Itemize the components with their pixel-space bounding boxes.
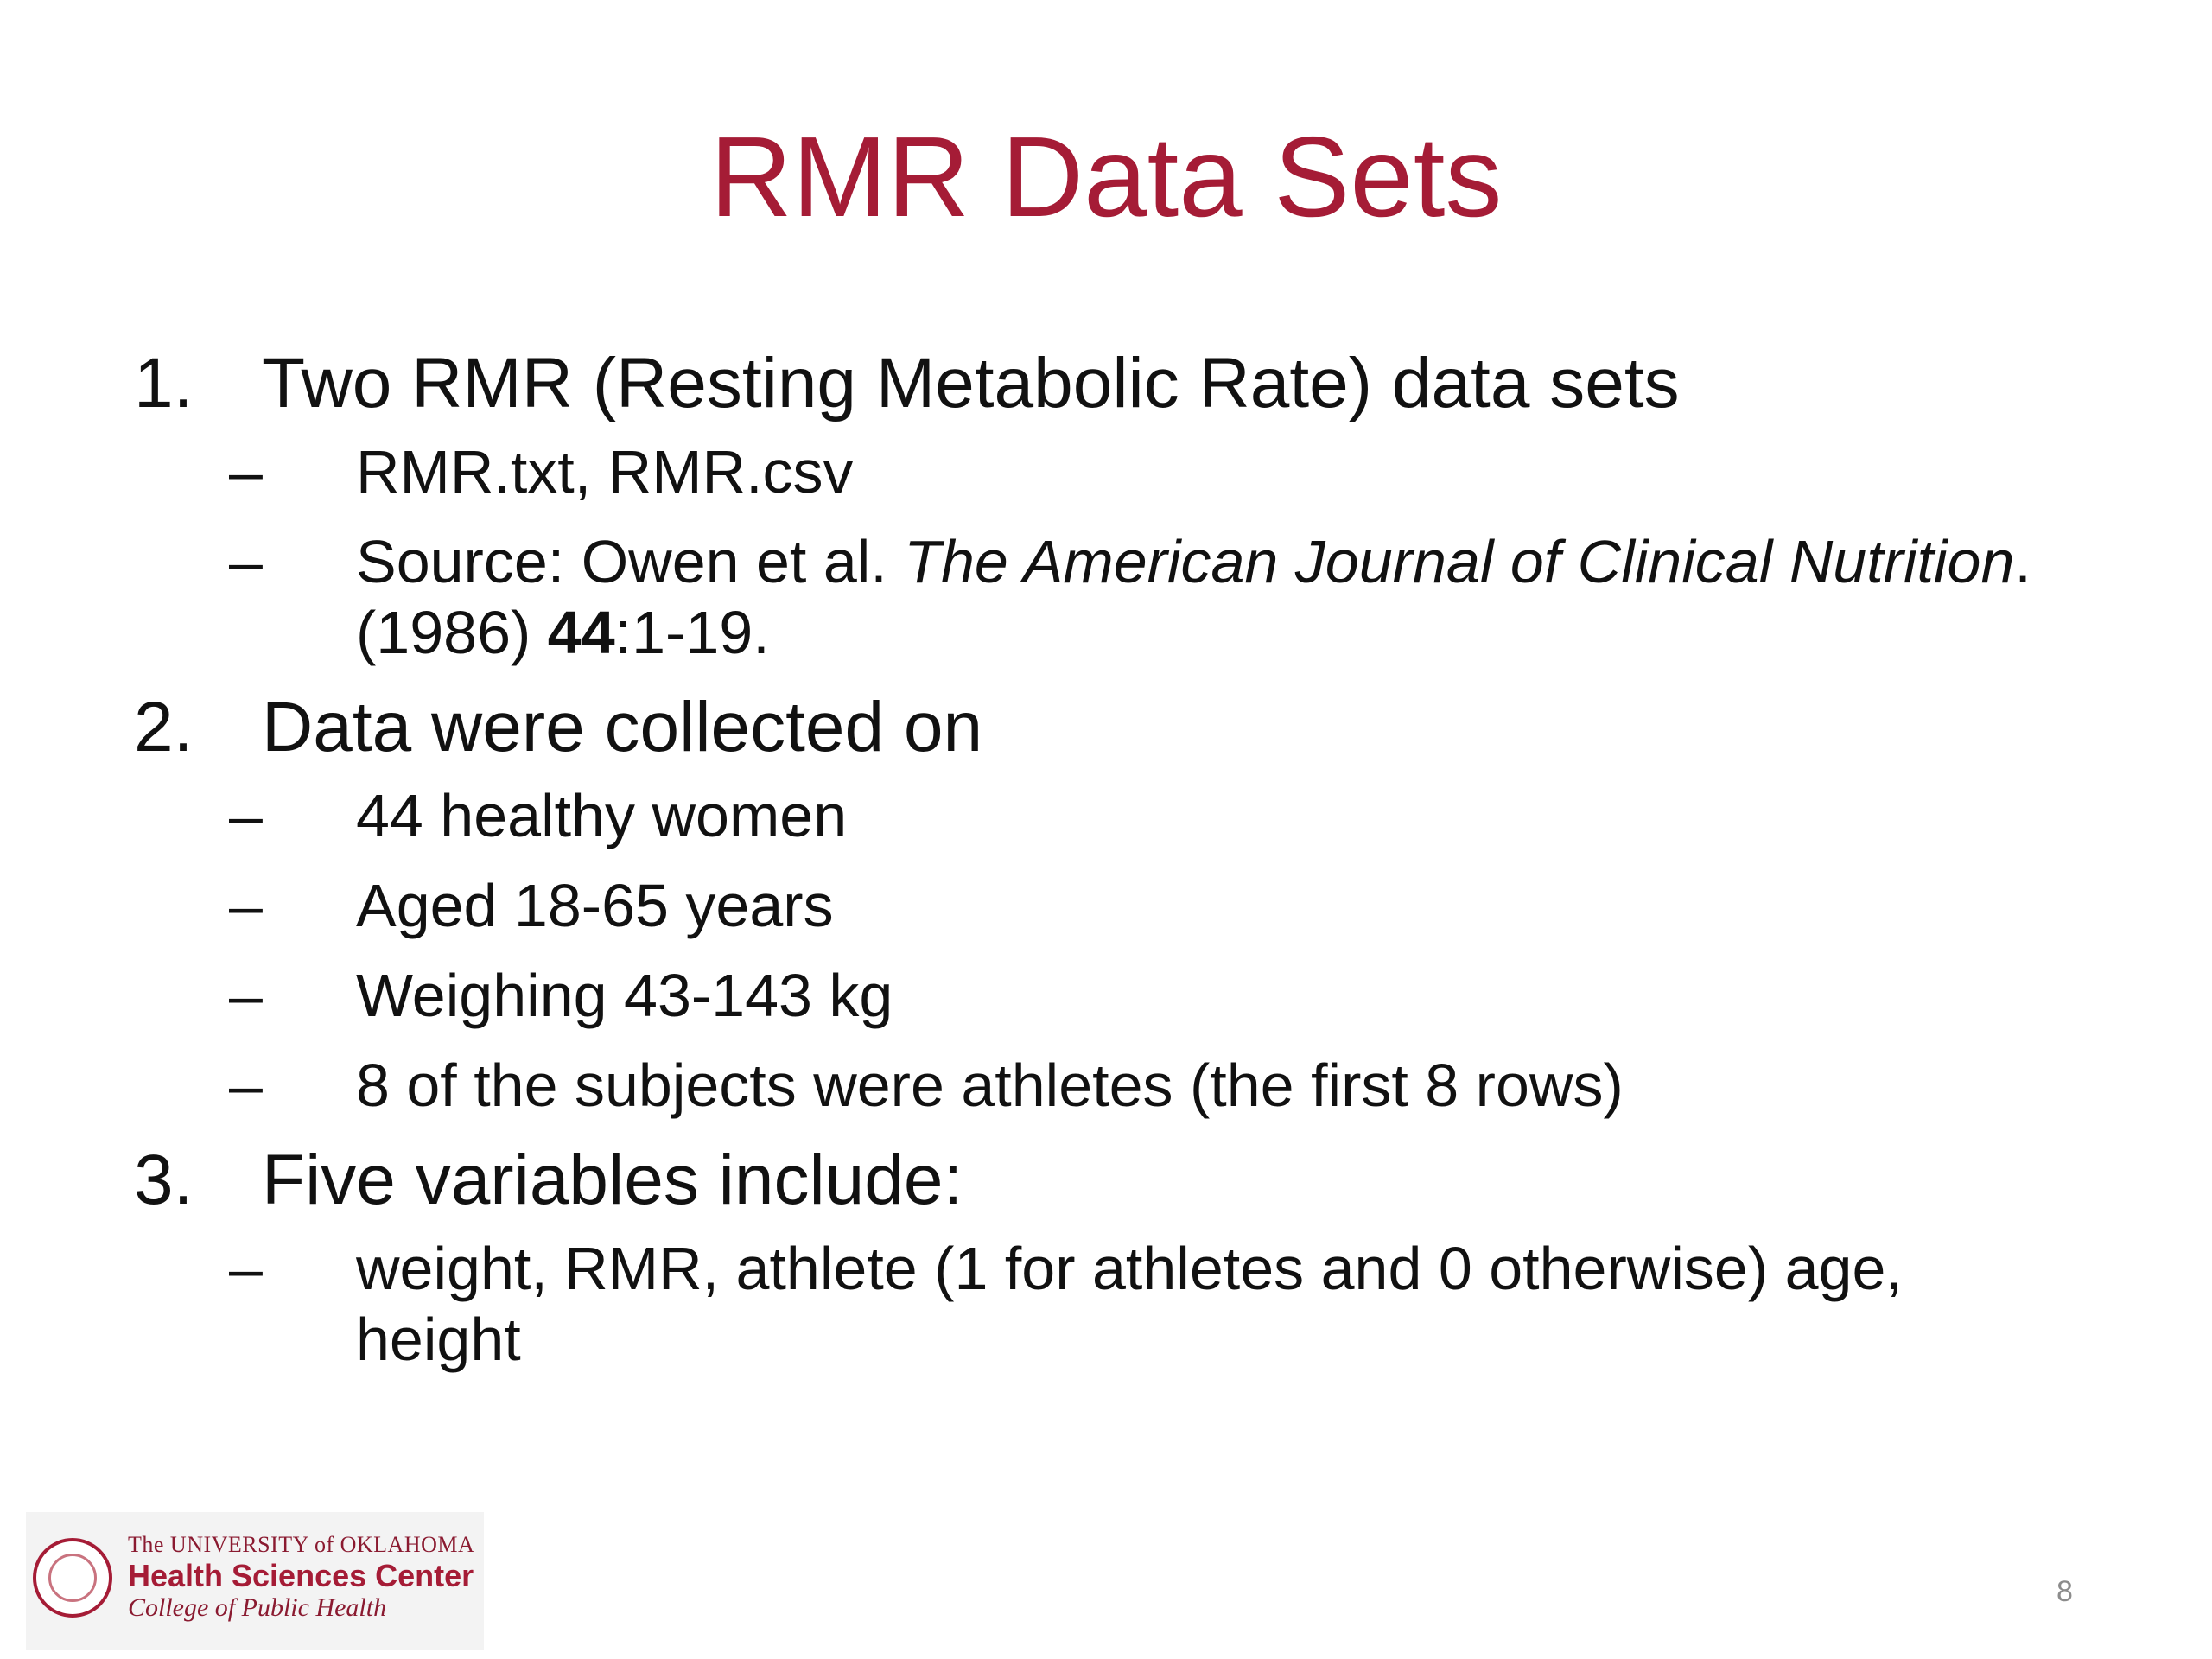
list-item-text: Five variables include:	[262, 1141, 963, 1219]
dash-bullet: –	[229, 962, 263, 1029]
sub-item-text: 44 healthy women	[356, 782, 848, 849]
sub-item	[134, 436, 2121, 507]
list-number: 2.	[134, 688, 194, 766]
list-item-3	[134, 1138, 2121, 1223]
list-item-2	[134, 685, 2121, 770]
logo-university-name: The UNIVERSITY of OKLAHOMA	[128, 1532, 475, 1557]
list-number: 1.	[134, 344, 194, 423]
source-year: . (1986)	[356, 528, 2031, 666]
sub-item-text: weight, RMR, athlete (1 for athletes and 0 otherwise) age, height	[356, 1235, 1903, 1373]
sub-item	[134, 870, 2121, 941]
journal-title: The American Journal of Clinical Nutrition	[904, 528, 2015, 595]
slide-title: RMR Data Sets	[709, 113, 1503, 240]
sub-item	[134, 960, 2121, 1031]
list-item-1	[134, 341, 2121, 426]
dash-bullet: –	[229, 782, 263, 849]
dash-bullet: –	[229, 528, 263, 595]
sub-item-source	[134, 526, 2121, 668]
university-logo	[26, 1512, 484, 1650]
university-seal-icon	[33, 1538, 112, 1618]
page-number: 8	[2056, 1575, 2073, 1608]
dash-bullet: –	[229, 1052, 263, 1119]
logo-college-name: College of Public Health	[128, 1593, 387, 1622]
list-item-text: Two RMR (Resting Metabolic Rate) data sets	[262, 344, 1680, 423]
slide-content	[134, 341, 2121, 1375]
source-prefix: Source: Owen et al.	[356, 528, 905, 595]
sub-item-text: Aged 18-65 years	[356, 872, 834, 939]
source-pages: :1-19.	[614, 599, 770, 666]
sub-item	[134, 1233, 2041, 1375]
list-item-text: Data were collected on	[262, 688, 983, 766]
list-number: 3.	[134, 1141, 194, 1219]
logo-text	[128, 1531, 482, 1623]
source-volume: 44	[547, 599, 615, 666]
dash-bullet: –	[229, 438, 263, 505]
sub-item-text: Weighing 43-143 kg	[356, 962, 893, 1029]
sub-item	[134, 1050, 2121, 1121]
sub-item-text: RMR.txt, RMR.csv	[356, 438, 854, 505]
dash-bullet: –	[229, 1235, 263, 1302]
sub-item-text: 8 of the subjects were athletes (the first 8 rows)	[356, 1052, 1624, 1119]
logo-center-name: Health Sciences Center	[128, 1558, 474, 1593]
dash-bullet: –	[229, 872, 263, 939]
sub-item	[134, 780, 2121, 851]
